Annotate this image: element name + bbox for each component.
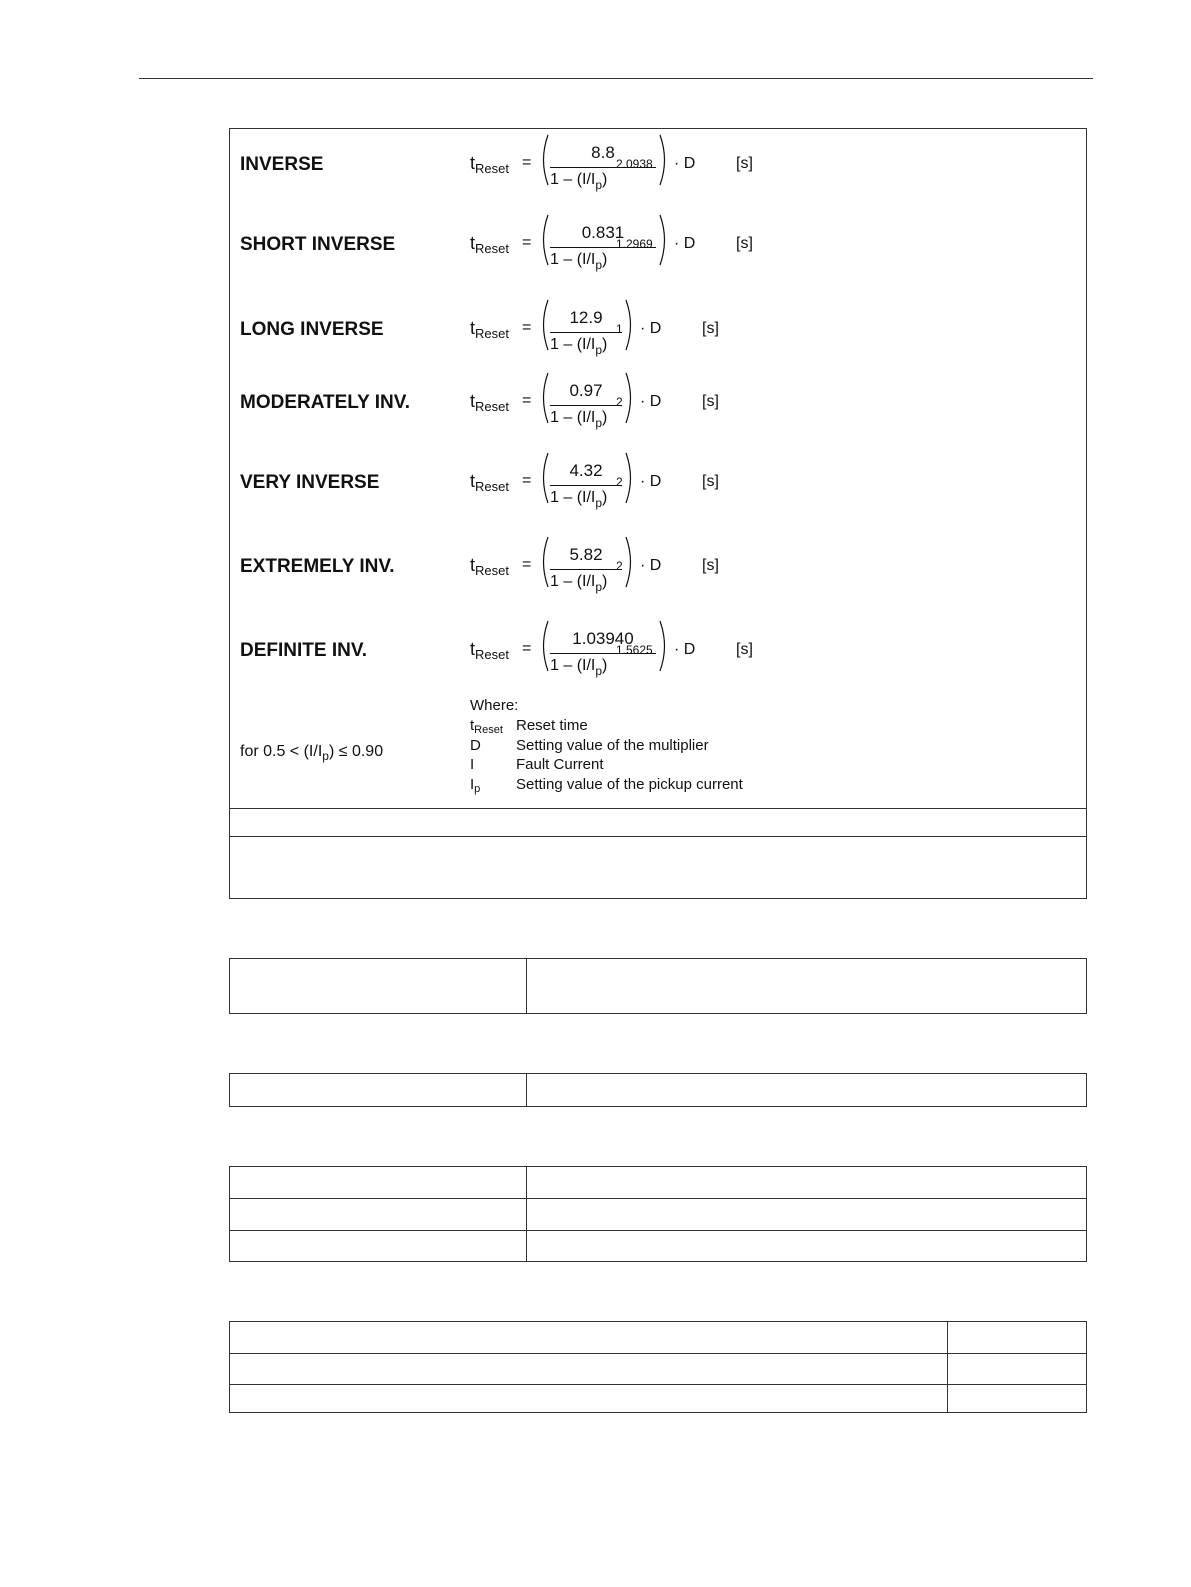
denominator-close: ) bbox=[602, 336, 608, 353]
table-divider-2 bbox=[230, 836, 1086, 837]
formula-denominator bbox=[550, 559, 623, 594]
denominator-close: ) bbox=[602, 251, 608, 268]
unit-seconds: [s] bbox=[736, 235, 753, 252]
formula-t-symbol bbox=[470, 318, 509, 341]
multiplier-d: · D bbox=[674, 235, 696, 252]
right-paren-icon bbox=[658, 620, 670, 672]
t-subscript: Reset bbox=[475, 399, 509, 414]
curve-label: VERY INVERSE bbox=[240, 472, 380, 493]
formula-numerator: 12.9 bbox=[569, 308, 603, 327]
column-divider bbox=[526, 1167, 527, 1261]
denominator-base: 1 – (I/I bbox=[550, 171, 596, 188]
range-note bbox=[240, 743, 383, 763]
formula-t-symbol bbox=[470, 233, 509, 256]
formula-t-symbol bbox=[470, 639, 509, 662]
where-symbol bbox=[470, 737, 481, 756]
left-paren-icon bbox=[538, 452, 550, 504]
t-letter: t bbox=[470, 233, 476, 253]
right-paren-icon bbox=[624, 452, 636, 504]
denominator-close: ) bbox=[602, 171, 608, 188]
denominator-close: ) bbox=[602, 409, 608, 426]
t-letter: t bbox=[470, 153, 476, 173]
curve-label: DEFINITE INV. bbox=[240, 640, 368, 661]
right-paren-icon bbox=[658, 214, 670, 266]
formula-denominator bbox=[550, 395, 623, 430]
denominator-subscript: p bbox=[595, 258, 603, 272]
right-paren-icon bbox=[624, 299, 636, 351]
formula-numerator: 0.831 bbox=[581, 223, 625, 242]
unit-seconds: [s] bbox=[736, 641, 753, 658]
equals-sign: = bbox=[522, 392, 532, 409]
equals-sign: = bbox=[522, 472, 532, 489]
where-symbol-subscript: Reset bbox=[474, 724, 503, 736]
t-letter: t bbox=[470, 471, 476, 491]
formula-exponent: 2.0938 bbox=[616, 157, 653, 171]
formula-exponent: 1.5625 bbox=[616, 643, 653, 657]
where-description: Fault Current bbox=[516, 756, 604, 773]
equals-sign: = bbox=[522, 319, 532, 336]
denominator-base: 1 – (I/I bbox=[550, 409, 596, 426]
denominator-close: ) bbox=[602, 573, 608, 590]
where-symbol-letter: D bbox=[470, 737, 481, 754]
header-rule bbox=[139, 78, 1093, 79]
t-subscript: Reset bbox=[475, 563, 509, 578]
left-paren-icon bbox=[538, 134, 550, 186]
left-paren-icon bbox=[538, 299, 550, 351]
curve-label: EXTREMELY INV. bbox=[240, 556, 395, 577]
fraction-bar bbox=[550, 405, 622, 406]
t-letter: t bbox=[470, 391, 476, 411]
denominator-base: 1 – (I/I bbox=[550, 251, 596, 268]
formula-numerator: 8.8 bbox=[591, 143, 615, 162]
denominator-base: 1 – (I/I bbox=[550, 657, 596, 674]
curve-label: LONG INVERSE bbox=[240, 319, 384, 340]
denominator-subscript: p bbox=[595, 416, 603, 430]
fraction-bar bbox=[550, 569, 622, 570]
formula-denominator bbox=[550, 322, 623, 357]
formula-t-symbol bbox=[470, 391, 509, 414]
formula-exponent: 1.2969 bbox=[616, 237, 653, 251]
denominator-close: ) bbox=[602, 489, 608, 506]
fraction-bar bbox=[550, 332, 622, 333]
where-symbol-letter: I bbox=[470, 776, 475, 793]
reset-time-formula bbox=[470, 134, 790, 194]
unit-seconds: [s] bbox=[702, 393, 719, 410]
equals-sign: = bbox=[522, 234, 532, 251]
formula-denominator bbox=[550, 157, 653, 192]
denominator-subscript: p bbox=[595, 178, 603, 192]
denominator-close: ) bbox=[602, 657, 608, 674]
curve-label: INVERSE bbox=[240, 154, 324, 175]
denominator-base: 1 – (I/I bbox=[550, 489, 596, 506]
where-symbol-letter: t bbox=[470, 717, 475, 734]
reset-curves-table bbox=[229, 128, 1087, 899]
formula-denominator bbox=[550, 475, 623, 510]
row-divider bbox=[230, 1198, 1086, 1199]
right-paren-icon bbox=[624, 536, 636, 588]
reset-time-formula bbox=[470, 299, 790, 359]
range-note-post: ) ≤ 0.90 bbox=[328, 743, 384, 760]
range-note-sub: p bbox=[322, 749, 329, 763]
unit-seconds: [s] bbox=[702, 320, 719, 337]
formula-t-symbol bbox=[470, 153, 509, 176]
where-symbol-subscript: p bbox=[474, 783, 481, 795]
row-divider bbox=[230, 1230, 1086, 1231]
denominator-subscript: p bbox=[595, 664, 603, 678]
reset-time-formula bbox=[470, 452, 790, 512]
left-paren-icon bbox=[538, 214, 550, 266]
column-divider bbox=[526, 959, 527, 1013]
reset-time-formula bbox=[470, 620, 790, 680]
denominator-subscript: p bbox=[595, 343, 603, 357]
curve-label: SHORT INVERSE bbox=[240, 234, 396, 255]
where-description: Setting value of the pickup current bbox=[516, 776, 743, 793]
t-subscript: Reset bbox=[475, 161, 509, 176]
multiplier-d: · D bbox=[640, 557, 662, 574]
unit-seconds: [s] bbox=[736, 155, 753, 172]
where-title: Where: bbox=[470, 697, 519, 714]
left-paren-icon bbox=[538, 372, 550, 424]
t-subscript: Reset bbox=[475, 241, 509, 256]
t-subscript: Reset bbox=[475, 647, 509, 662]
multiplier-d: · D bbox=[674, 641, 696, 658]
right-paren-icon bbox=[658, 134, 670, 186]
empty-table-3 bbox=[229, 1166, 1087, 1262]
formula-denominator bbox=[550, 237, 653, 272]
empty-table-1 bbox=[229, 958, 1087, 1014]
where-symbol bbox=[470, 756, 474, 775]
row-divider bbox=[230, 1384, 1086, 1385]
row-divider bbox=[230, 1353, 1086, 1354]
column-divider bbox=[526, 1074, 527, 1106]
where-symbol-letter: I bbox=[470, 756, 475, 773]
t-subscript: Reset bbox=[475, 326, 509, 341]
formula-numerator: 4.32 bbox=[569, 461, 603, 480]
empty-table-4 bbox=[229, 1321, 1087, 1413]
multiplier-d: · D bbox=[640, 320, 662, 337]
formula-t-symbol bbox=[470, 555, 509, 578]
range-note-pre: for 0.5 < (I/I bbox=[240, 743, 323, 760]
denominator-base: 1 – (I/I bbox=[550, 336, 596, 353]
formula-exponent: 2 bbox=[616, 395, 623, 409]
t-letter: t bbox=[470, 555, 476, 575]
where-description: Reset time bbox=[516, 717, 588, 734]
where-symbol bbox=[470, 776, 480, 795]
formula-exponent: 1 bbox=[616, 322, 623, 336]
formula-numerator: 1.03940 bbox=[572, 629, 634, 648]
where-description: Setting value of the multiplier bbox=[516, 737, 709, 754]
formula-exponent: 2 bbox=[616, 475, 623, 489]
multiplier-d: · D bbox=[640, 473, 662, 490]
multiplier-d: · D bbox=[640, 393, 662, 410]
equals-sign: = bbox=[522, 154, 532, 171]
curve-label: MODERATELY INV. bbox=[240, 392, 410, 413]
reset-time-formula bbox=[470, 372, 790, 432]
reset-time-formula bbox=[470, 214, 790, 274]
reset-time-formula bbox=[470, 536, 790, 596]
column-divider bbox=[947, 1322, 948, 1412]
unit-seconds: [s] bbox=[702, 557, 719, 574]
empty-table-2 bbox=[229, 1073, 1087, 1107]
formula-denominator bbox=[550, 643, 653, 678]
t-letter: t bbox=[470, 318, 476, 338]
equals-sign: = bbox=[522, 556, 532, 573]
denominator-base: 1 – (I/I bbox=[550, 573, 596, 590]
where-symbol bbox=[470, 717, 503, 736]
equals-sign: = bbox=[522, 640, 532, 657]
formula-exponent: 2 bbox=[616, 559, 623, 573]
formula-t-symbol bbox=[470, 471, 509, 494]
t-subscript: Reset bbox=[475, 479, 509, 494]
left-paren-icon bbox=[538, 536, 550, 588]
fraction-bar bbox=[550, 485, 622, 486]
left-paren-icon bbox=[538, 620, 550, 672]
right-paren-icon bbox=[624, 372, 636, 424]
formula-numerator: 0.97 bbox=[569, 381, 603, 400]
table-divider-1 bbox=[230, 808, 1086, 809]
unit-seconds: [s] bbox=[702, 473, 719, 490]
t-letter: t bbox=[470, 639, 476, 659]
formula-numerator: 5.82 bbox=[569, 545, 603, 564]
multiplier-d: · D bbox=[674, 155, 696, 172]
denominator-subscript: p bbox=[595, 496, 603, 510]
denominator-subscript: p bbox=[595, 580, 603, 594]
